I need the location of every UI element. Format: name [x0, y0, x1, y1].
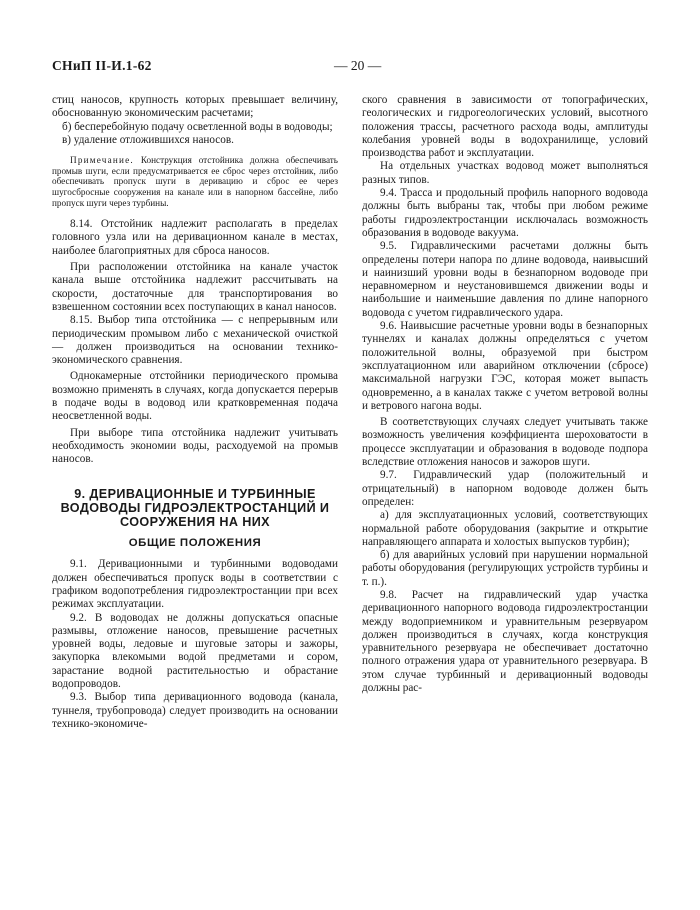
section-heading: 9. ДЕРИВАЦИОННЫЕ И ТУРБИННЫЕ ВОДОВОДЫ ГИДРОЭЛЕКТРОСТАНЦИЙ И СООРУЖЕНИЯ НА НИХ: [60, 486, 330, 529]
paragraph-continuation: ского сравнения в зависимости от топографических, геологических и гидрогеологических условий, высотного положения трассы, расчетного расхода воды, амплитуды колебания уровней воды в водохранилище, условий производства работ и эксплуатации.: [362, 94, 648, 160]
clause-9-7: 9.7. Гидравлический удар (положительный и отрицательный) в напорном водоводе должен быть определен:: [362, 469, 648, 508]
paragraph-continuation: стиц наносов, крупность которых превышает величину, обоснованную экономическим расчетами;: [52, 94, 338, 120]
clause-8-15-paragraph-2: Однокамерные отстойники периодического промыва возможно применять в случаях, когда допускается перерыв в подаче воды в водовод или кратковременная подача неосветленной воды.: [52, 370, 338, 423]
note-text: Конструкция отстойника должна обеспечивать промыв шуги, если предусматривается ее сброс через отстойник, либо обеспечивать пропуск шуги в деривацию и сброс ее через шугосбросные сооружения на канале или в напорном бассейне, либо пропуск шуги через турбины.: [52, 155, 338, 208]
clause-9-2: 9.2. В водоводах не должны допускаться опасные размывы, отложение наносов, превышение расчетных уровней воды, ледовые и шуговые заторы и зажоры, закупорка влекомыми водой предметами и сором, зарастание водной растительностью и обрастание водопроводов.: [52, 611, 338, 691]
list-item-b: б) для аварийных условий при нарушении нормальной работы оборудования (регулирующих устройств турбины и т. п.).: [362, 549, 648, 588]
list-item-b: б) бесперебойную подачу осветленной воды в водоводы;: [62, 120, 333, 133]
left-column: [52, 94, 338, 731]
clause-8-14: 8.14. Отстойник надлежит располагать в пределах головного узла или на деривационном канале в местах, наиболее благоприятных для сброса наносов.: [52, 218, 338, 257]
note: [52, 155, 338, 208]
list-item-v: в) удаление отложившихся наносов.: [62, 133, 234, 146]
document-code: СНиП II-И.1-62: [52, 58, 152, 73]
clause-8-15: 8.15. Выбор типа отстойника — с непрерывным или периодическим промывом либо с механической очисткой — должен производиться на основании технико-экономического сравнения.: [52, 314, 338, 367]
clause-9-6-paragraph-2: В соответствующих случаях следует учитывать также возможность увеличения коэффициента шероховатости в процессе эксплуатации и образования в водоводе подпора вследствие отложения наносов и зажоров шуги.: [362, 416, 648, 469]
clause-9-5: 9.5. Гидравлическими расчетами должны быть определены потери напора по длине водовода, наивысший и наинизший уровни воды в безнапорном водоводе при неравномерном и неустановившемся движении воды и наибольшие и наименьшие давления по длине напорного водовода с учетом гидравлического удара.: [362, 240, 648, 319]
paragraph-segment-types: На отдельных участках водовод может выполняться разных типов.: [362, 160, 648, 186]
right-column: [362, 94, 648, 695]
clause-9-8: 9.8. Расчет на гидравлический удар участка деривационного напорного водовода гидроэлектростанции между водоприемником и уравнительным резервуаром должен производиться в случаях, когда конструкция уравнительного резервуара не обеспечивает достаточно полного отражения удара от уравнительного резервуара. В этом случае турбинный и деривационный водоводы должны рас-: [362, 588, 648, 695]
page-number: — 20 —: [334, 58, 382, 73]
clause-9-6: 9.6. Наивысшие расчетные уровни воды в безнапорных туннелях и каналах должны определяться с учетом положительной волны, образуемой при быстром эксплуатационном или аварийном отключении (сбросе) максимальной нагрузки ГЭС, которая может выпасть одновременно, а в каналах также с учетом ветровой волны и ветрового нагона воды.: [362, 320, 648, 412]
clause-9-3: 9.3. Выбор типа деривационного водовода (канала, туннеля, трубопровода) следует производить на основании технико-экономиче-: [52, 691, 338, 730]
clause-9-1: 9.1. Деривационными и турбинными водоводами должен обеспечиваться пропуск воды в соответствии с графиком водопотребления гидроэлектростанции при всех режимах эксплуатации.: [52, 558, 338, 611]
section-subheading: ОБЩИЕ ПОЛОЖЕНИЯ: [128, 537, 262, 550]
clause-8-15-paragraph-3: При выборе типа отстойника надлежит учитывать необходимость экономии воды, расходуемой на промыв наносов.: [52, 426, 338, 466]
page-header: [52, 58, 652, 78]
clause-8-14-paragraph-2: При расположении отстойника на канале участок канала выше отстойника надлежит рассчитывать на скорости, достаточные для транспортирования во взвешенном состоянии всех поступающих в канал наносов.: [52, 261, 338, 313]
list-item-a: а) для эксплуатационных условий, соответствующих нормальной работе оборудования (закрытие и открытие направляющего аппарата и холостых выпусков турбин);: [362, 509, 648, 548]
note-label: Примечание.: [70, 155, 134, 166]
clause-9-4: 9.4. Трасса и продольный профиль напорного водовода должны быть выбраны так, чтобы при любом режиме работы гидроэлектростанции исключалась возможность образования в водоводе вакуума.: [362, 187, 648, 239]
